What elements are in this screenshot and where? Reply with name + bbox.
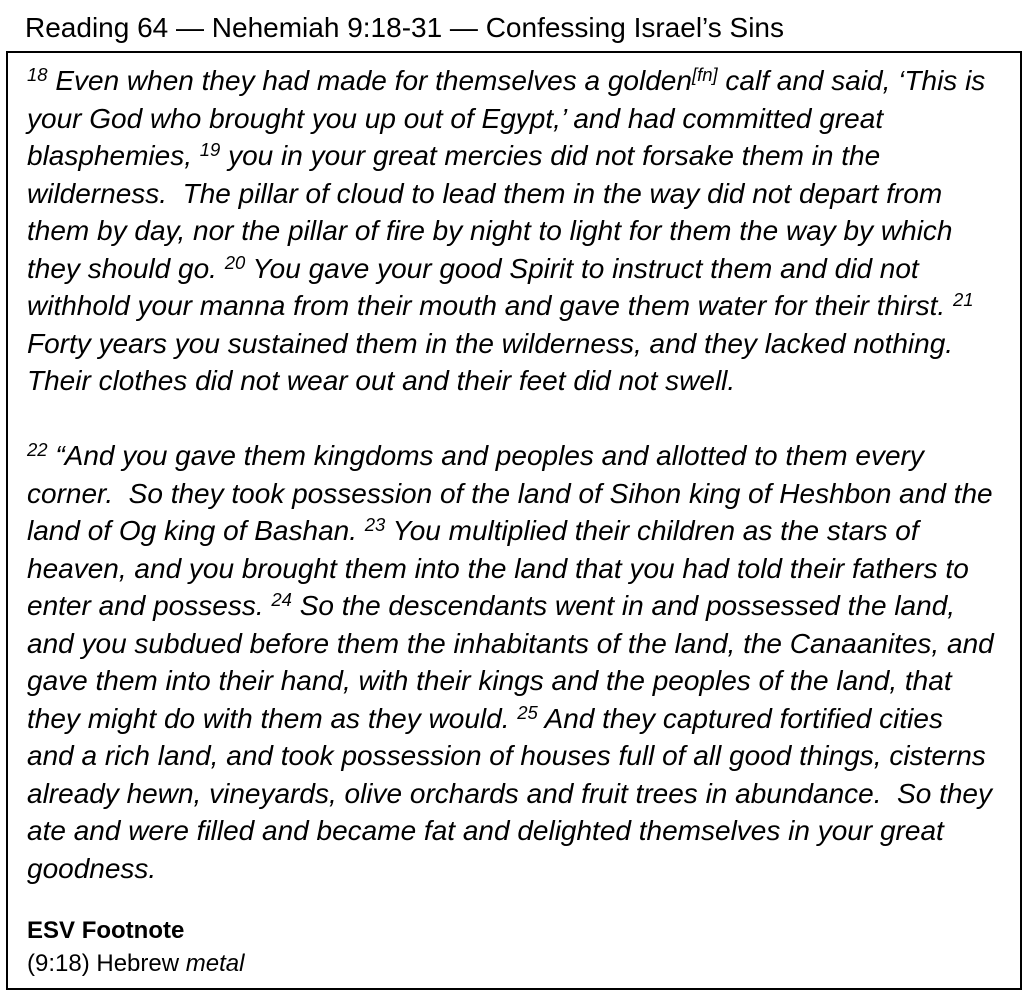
footnote-block	[27, 914, 994, 980]
verse-number: 19	[199, 139, 221, 161]
footnote-marker: [fn]	[691, 64, 718, 86]
verse-number: 25	[517, 701, 538, 723]
scripture-box	[6, 51, 1022, 990]
verse-number: 20	[224, 251, 246, 273]
scripture-paragraph: $^{22}$ “And you gave them kingdoms and peoples and allotted to them every corner. So they took possession of the land of Sihon king of Heshbon and the land of Og king of Bashan. $^{23}$ You multiplied their children as the stars of heaven, and you brought them into the land that you had told their fathers to enter and possess. $^{24}$ So the descendants went in and possessed the land, and you subdued before them the inhabitants of the land, the Canaanites, and gave them into their hand, with their kings and the peoples of the land, that they might do with them as they would. $^{25}$ And they captured fortified cities and a rich land, and took possession of houses full of all good things, cisterns already hewn, vineyards, olive orchards and fruit trees in abundance. So they ate and were filled and became fat and delighted themselves in your great goodness.	[27, 439, 1002, 884]
verse-number: 22	[27, 439, 48, 461]
verse-number: 23	[364, 514, 386, 536]
footnote-text	[27, 947, 994, 980]
footnote-heading: ESV Footnote	[27, 917, 185, 944]
verse-number: 21	[952, 289, 974, 311]
scripture-paragraph: $^{18}$ Even when they had made for themselves a golden[fn] calf and said, ‘This is your God who brought you up out of Egypt,’ and had committed great blasphemies, $^{19}$ you in your great mercies did not forsake them in the wilderness. The pillar of cloud to lead them in the way did not depart from them by day, nor the pillar of fire by night to light for them the way by which they should go. $^{20}$ You gave your good Spirit to instruct them and did not withhold your manna from their mouth and gave them water for their thirst. $^{21}$ Forty years you sustained them in the wilderness, and they lacked nothing. Their clothes did not wear out and their feet did not swell.	[27, 64, 994, 396]
verse-number: 18	[27, 64, 48, 86]
footnote-reference: (9:18) Hebrew	[27, 950, 186, 977]
scripture-paragraphs	[27, 62, 1002, 887]
page-title: Reading 64 — Nehemiah 9:18-31 — Confessing Israel’s Sins	[25, 12, 785, 43]
footnote-italic-term: metal	[185, 950, 245, 977]
verse-number: 24	[271, 589, 292, 611]
